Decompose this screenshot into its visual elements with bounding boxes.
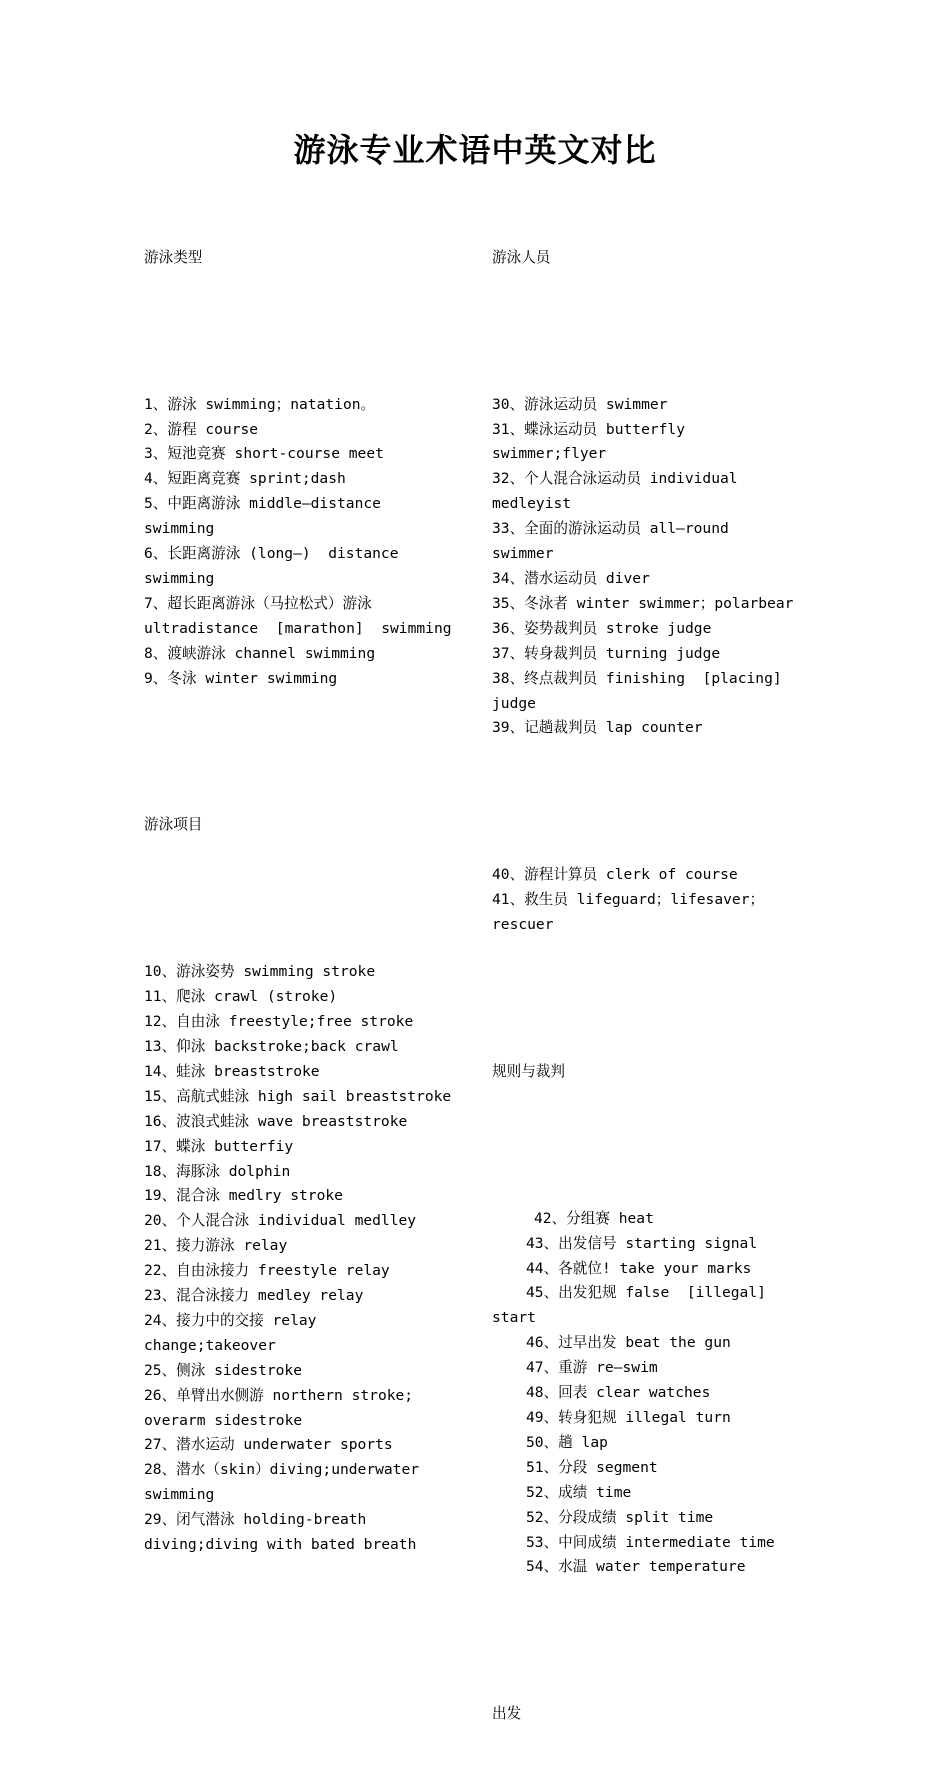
list-item: 1、游泳 swimming；natation。 — [144, 395, 376, 413]
list-item: 3、短池竞赛 short-course meet — [144, 445, 384, 463]
list-item: 34、潜水运动员 diver — [492, 569, 650, 587]
list-item: 32、个人混合泳运动员 individual — [492, 470, 738, 488]
list-item: 9、冬泳 winter swimming — [144, 669, 338, 687]
spacer — [492, 1630, 802, 1652]
list-item: 11、爬泳 crawl (stroke) — [144, 988, 338, 1006]
spacer — [144, 321, 462, 343]
list-item: start — [492, 1309, 536, 1327]
list-item: 25、侧泳 sidestroke — [144, 1361, 303, 1379]
list-item: 21、接力游泳 relay — [144, 1237, 288, 1255]
list-item: 22、自由泳接力 freestyle relay — [144, 1262, 390, 1280]
list-item: 43、出发信号 starting signal — [526, 1234, 758, 1252]
list-item: 27、潜水运动 underwater sports — [144, 1436, 393, 1454]
swim-types-list — [144, 393, 462, 692]
list-item: swimming — [144, 520, 215, 538]
spacer — [144, 741, 462, 763]
list-item: 24、接力中的交接 relay — [144, 1311, 317, 1329]
list-item: 42、分组赛 heat — [534, 1209, 654, 1227]
list-item: 47、重游 re—swim — [526, 1359, 658, 1377]
section-heading-start: 出发 — [492, 1705, 522, 1723]
section-heading-swim-events: 游泳项目 — [144, 816, 203, 834]
spacer — [492, 1135, 802, 1157]
list-item: 50、趟 lap — [526, 1433, 608, 1451]
list-item: 45、出发犯规 false [illegal] — [526, 1284, 766, 1302]
list-item: 15、高航式蛙泳 high sail breaststroke — [144, 1087, 452, 1105]
spacer — [492, 988, 802, 1010]
left-column — [144, 196, 462, 1608]
list-item: 30、游泳运动员 swimmer — [492, 395, 668, 413]
list-item: 31、蝶泳运动员 butterfly — [492, 420, 685, 438]
list-item: 52、分段成绩 split time — [526, 1508, 714, 1526]
rules-judging-list — [492, 1207, 802, 1581]
spacer — [144, 888, 462, 910]
list-item: swimming — [144, 1486, 215, 1504]
list-item: 26、单臂出水侧游 northern stroke; — [144, 1386, 414, 1404]
list-item: 13、仰泳 backstroke;back crawl — [144, 1037, 399, 1055]
list-item: 37、转身裁判员 turning judge — [492, 644, 721, 662]
list-item: 12、自由泳 freestyle;free stroke — [144, 1013, 414, 1031]
list-item: 41、救生员 lifeguard；lifesaver； — [492, 891, 765, 909]
list-item: change;takeover — [144, 1336, 276, 1354]
list-item: 54、水温 water temperature — [526, 1558, 746, 1576]
list-item: 51、分段 segment — [526, 1458, 658, 1476]
list-item: 44、各就位! take your marks — [526, 1259, 752, 1277]
list-item: 8、渡峡游泳 channel swimming — [144, 644, 376, 662]
list-item: medleyist — [492, 495, 572, 513]
list-item: 46、过早出发 beat the gun — [526, 1334, 731, 1352]
list-item: 33、全面的游泳运动员 all—round — [492, 520, 729, 538]
swim-personnel-list — [492, 393, 802, 742]
list-item: 39、记趟裁判员 lap counter — [492, 719, 703, 737]
section-heading-swim-personnel: 游泳人员 — [492, 248, 551, 266]
list-item: swimmer — [492, 545, 554, 563]
list-item: 38、终点裁判员 finishing [placing] — [492, 669, 782, 687]
swim-personnel-list-continued — [492, 863, 802, 938]
list-item: 2、游程 course — [144, 420, 259, 438]
list-item: rescuer — [492, 916, 554, 934]
list-item: 48、回表 clear watches — [526, 1384, 711, 1402]
list-item: 36、姿势裁判员 stroke judge — [492, 619, 712, 637]
list-item: 52、成绩 time — [526, 1483, 632, 1501]
right-column — [492, 196, 802, 1777]
list-item: 35、冬泳者 winter swimmer；polarbear — [492, 594, 794, 612]
spacer — [492, 791, 802, 813]
list-item: overarm sidestroke — [144, 1411, 303, 1429]
list-item: 7、超长距离游泳（马拉松式）游泳 — [144, 594, 372, 612]
list-item: diving;diving with bated breath — [144, 1536, 417, 1554]
list-item: 16、波浪式蛙泳 wave breaststroke — [144, 1112, 408, 1130]
list-item: 19、混合泳 medlry stroke — [144, 1187, 343, 1205]
list-item: swimming — [144, 569, 215, 587]
list-item: judge — [492, 694, 536, 712]
list-item: 4、短距离竞赛 sprint;dash — [144, 470, 346, 488]
list-item: ultradistance [marathon] swimming — [144, 619, 452, 637]
list-item: 29、闭气潜泳 holding-breath — [144, 1511, 367, 1529]
list-item: swimmer;flyer — [492, 445, 607, 463]
list-item: 14、蛙泳 breaststroke — [144, 1062, 320, 1080]
document-title: 游泳专业术语中英文对比 — [293, 131, 657, 169]
list-item: 20、个人混合泳 individual medlley — [144, 1212, 417, 1230]
list-item: 18、海豚泳 dolphin — [144, 1162, 291, 1180]
list-item: 23、混合泳接力 medley relay — [144, 1287, 364, 1305]
list-item: 5、中距离游泳 middle—distance — [144, 495, 381, 513]
list-item: 6、长距离游泳 (long—) distance — [144, 545, 399, 563]
list-item: 53、中间成绩 intermediate time — [526, 1533, 775, 1551]
section-heading-rules-judging: 规则与裁判 — [492, 1062, 565, 1080]
list-item: 17、蝶泳 butterfiy — [144, 1137, 294, 1155]
list-item: 28、潜水（skin）diving;underwater — [144, 1461, 420, 1479]
swim-events-list — [144, 960, 462, 1558]
list-item: 49、转身犯规 illegal turn — [526, 1408, 731, 1426]
spacer — [492, 321, 802, 343]
section-heading-swim-types: 游泳类型 — [144, 248, 203, 266]
list-item: 40、游程计算员 clerk of course — [492, 866, 738, 884]
list-item: 10、游泳姿势 swimming stroke — [144, 963, 376, 981]
